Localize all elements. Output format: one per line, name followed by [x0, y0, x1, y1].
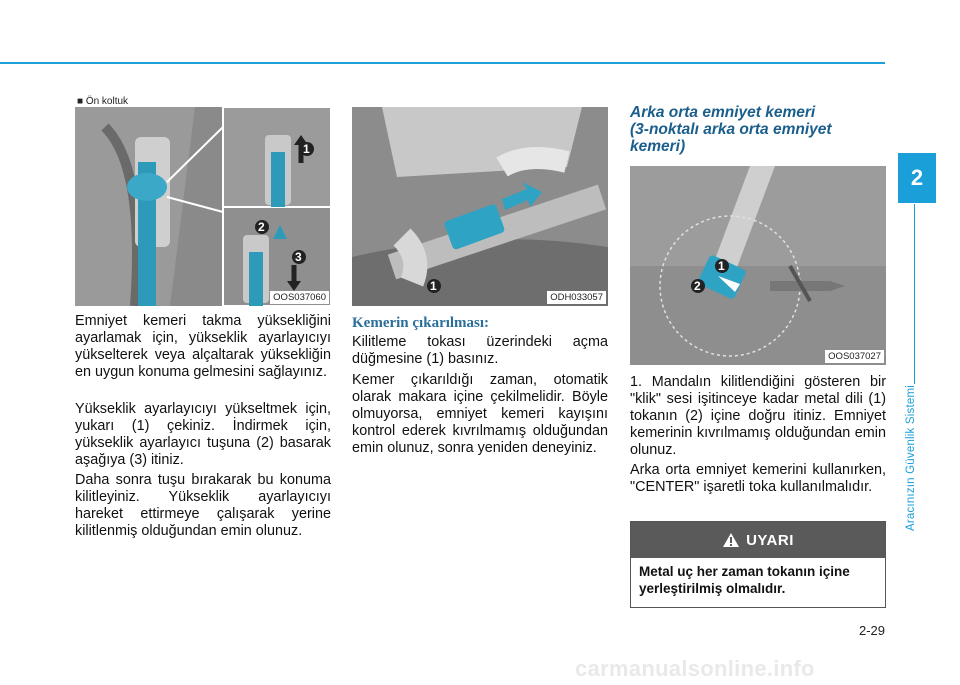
watermark: carmanualsonline.info — [575, 656, 815, 681]
warning-box — [630, 521, 886, 608]
heading-line: kemeri) — [630, 138, 686, 155]
warning-icon — [722, 532, 740, 548]
paragraph: Kemer çıkarıldığı zaman, otomatik olarak makara içine çekilmelidir. Böyle olmuyorsa, emniyet kemeri kayışını kontrol ederek kıvrılmamış olduğundan emin olunuz, sonra yeniden deneyiniz. — [352, 372, 608, 456]
heading-line: (3-noktalı arka orta emniyet — [630, 121, 832, 138]
top-rule — [0, 62, 885, 64]
callout-1: 1 — [430, 279, 437, 293]
callout-3: 3 — [295, 250, 302, 264]
callout-2: 2 — [258, 220, 265, 234]
paragraph: Yükseklik ayarlayıcıyı yükseltmek için, yukarı (1) çekiniz. İndirmek için, yükseklik ayarlayıcı tuşuna (2) basarak aşağıya (3) itiniz. — [75, 401, 331, 468]
section-divider — [914, 204, 915, 384]
paragraph: Kilitleme tokası üzerindeki açma düğmesine (1) basınız. — [352, 334, 608, 367]
figure-rear-center-belt — [630, 166, 886, 365]
heading-line: Arka orta emniyet kemeri — [630, 104, 816, 121]
warning-title: UYARI — [746, 531, 794, 549]
subheading: Kemerin çıkarılması: — [352, 315, 490, 331]
rear-belt-illustration — [630, 166, 886, 365]
section-tab: 2 — [898, 153, 936, 203]
belt-release-illustration — [352, 107, 608, 306]
page-number: 2-29 — [858, 623, 885, 638]
paragraph: Daha sonra tuşu bırakarak bu konuma kilitleyiniz. Yükseklik ayarlayıcıyı hareket ettirmeye çalışarak yerine kilitlenmiş olduğundan emin olunuz. — [75, 472, 331, 539]
warning-text: Metal uç her zaman tokanın içine yerleştirilmiş olmalıdır. — [639, 564, 850, 596]
section-heading — [630, 104, 886, 155]
figure-code: OOS037060 — [270, 291, 329, 304]
warning-header — [631, 522, 885, 558]
figure-belt-release — [352, 107, 608, 306]
paragraph: Emniyet kemeri takma yüksekliğini ayarlamak için, yükseklik ayarlayıcıyı yükselterek veya alçaltarak yüksekliğin en uygun konuma gelmesini sağlayınız. — [75, 313, 331, 380]
figure-code: OOS037027 — [825, 350, 884, 363]
list-item: 1. Mandalın kilitlendiğini gösteren bir "klik" sesi işitinceye kadar metal dili (1) tokanın (2) içine doğru itiniz. Emniyet kemerinin kıvrılmamış olduğundan emin olunuz. — [630, 374, 886, 458]
callout-1: 1 — [718, 259, 725, 273]
section-title: Aracınızın Güvenlik Sistemi — [905, 385, 917, 532]
callout-2: 2 — [694, 279, 701, 293]
figure-height-adjuster — [75, 107, 331, 306]
paragraph: Arka orta emniyet kemerini kullanırken, "CENTER" işaretli toka kullanılmalıdır. — [630, 462, 886, 495]
height-adjuster-illustration — [75, 107, 331, 306]
callout-1: 1 — [303, 142, 310, 156]
figure-label: ■ Ön koltuk — [77, 96, 129, 107]
figure-code: ODH033057 — [547, 291, 606, 304]
